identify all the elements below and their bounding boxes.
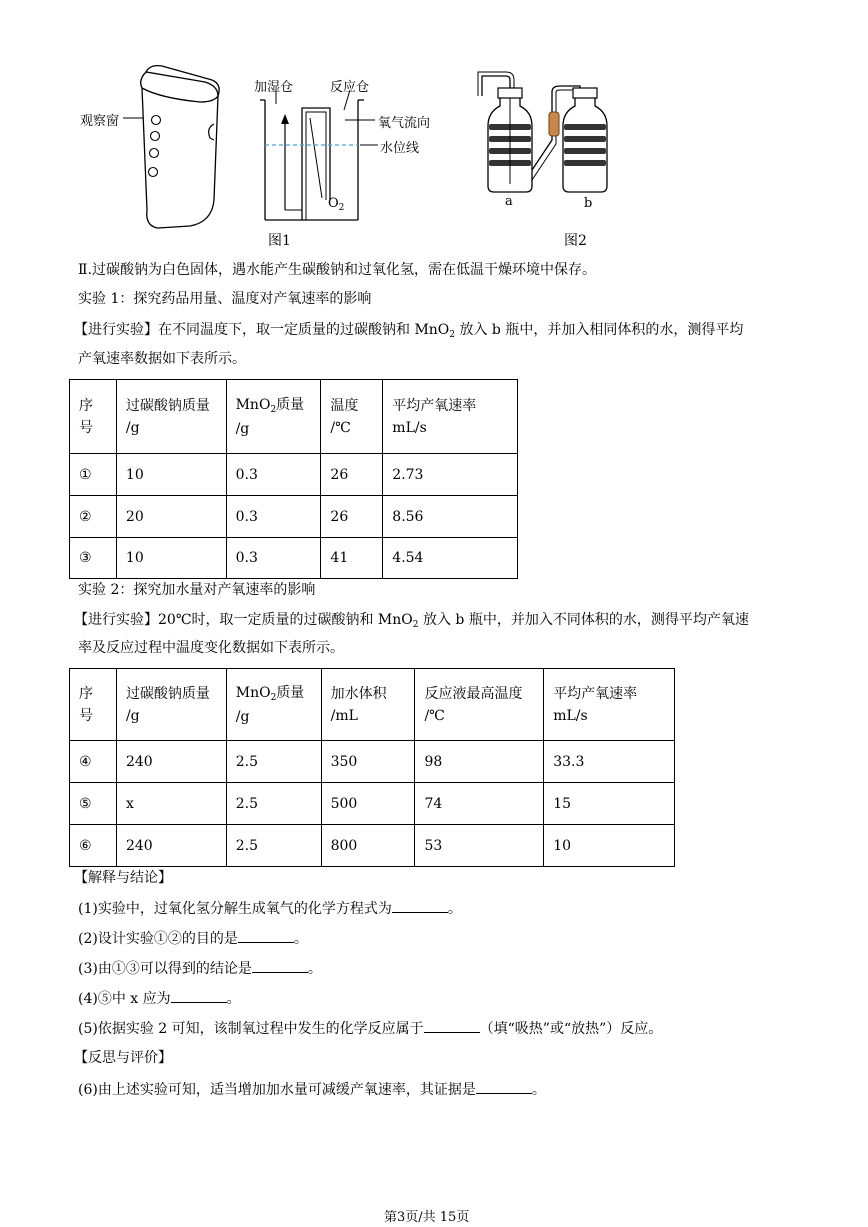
exp2-procedure-cont: 率及反应过程中温度变化数据如下表所示。 bbox=[78, 640, 344, 656]
label-oxygen-flow: 氧气流向 bbox=[378, 116, 431, 131]
header-cell: 反应液最高温度 /℃ bbox=[415, 669, 544, 741]
header-cell: 序 号 bbox=[70, 669, 117, 741]
table-row bbox=[70, 538, 518, 579]
answer-blank[interactable] bbox=[252, 958, 308, 973]
table-cell: x bbox=[116, 783, 226, 825]
question-3: (3)由①③可以得到的结论是 。 bbox=[78, 958, 322, 979]
table-cell: 2.73 bbox=[383, 454, 518, 496]
question-1: (1)实验中，过氧化氢分解生成氧气的化学方程式为 。 bbox=[78, 898, 462, 919]
label-bottle-b: b bbox=[584, 196, 593, 211]
label-reaction-chamber: 反应仓 bbox=[330, 80, 370, 95]
label-water-line: 水位线 bbox=[380, 141, 420, 156]
table-cell: 10 bbox=[544, 825, 675, 867]
question-6: (6)由上述实验可知，适当增加加水量可减缓产氧速率，其证据是 。 bbox=[78, 1079, 546, 1100]
table-cell: 500 bbox=[321, 783, 415, 825]
fig1-caption: 图1 bbox=[268, 233, 291, 249]
table-cell: 10 bbox=[116, 454, 226, 496]
table-row bbox=[70, 741, 675, 783]
answer-blank[interactable] bbox=[424, 1018, 480, 1033]
table-cell: 15 bbox=[544, 783, 675, 825]
table-cell: 8.56 bbox=[383, 496, 518, 538]
table-cell: 41 bbox=[321, 538, 383, 579]
table-cell: 53 bbox=[415, 825, 544, 867]
header-cell: MnO$_2$质量 /g bbox=[226, 669, 321, 741]
page-footer: 第3页/共 15页 bbox=[384, 1210, 470, 1225]
table-cell: 4.54 bbox=[383, 538, 518, 579]
table-row bbox=[70, 825, 675, 867]
table-cell: 2.5 bbox=[226, 825, 321, 867]
question-5: (5)依据实验 2 可知，该制氧过程中发生的化学反应属于 （填“吸热”或“放热”）反应。 bbox=[78, 1018, 662, 1039]
table-cell: 800 bbox=[321, 825, 415, 867]
header-cell: 加水体积 /mL bbox=[321, 669, 415, 741]
exp2-title: 实验 2：探究加水量对产氧速率的影响 bbox=[78, 582, 316, 598]
table-cell: 26 bbox=[321, 496, 383, 538]
answer-blank[interactable] bbox=[476, 1079, 532, 1094]
exp2-procedure: 【进行实验】20℃时，取一定质量的过碳酸钠和 MnO$_2$ 放入 b 瓶中，并加入不同体积的水，测得平均产氧速 bbox=[74, 612, 749, 630]
table-cell: 240 bbox=[116, 741, 226, 783]
conclusion-heading: 【解释与结论】 bbox=[74, 870, 172, 886]
label-bottle-a: a bbox=[505, 194, 513, 209]
label-humidify-chamber: 加湿仓 bbox=[254, 80, 294, 95]
fig2-caption: 图2 bbox=[564, 233, 587, 249]
table-cell: 10 bbox=[116, 538, 226, 579]
answer-blank[interactable] bbox=[171, 988, 227, 1003]
answer-blank[interactable] bbox=[392, 898, 448, 913]
table-cell: ① bbox=[70, 454, 117, 496]
table-row bbox=[70, 496, 518, 538]
table-cell: 98 bbox=[415, 741, 544, 783]
table-cell: 240 bbox=[116, 825, 226, 867]
exp1-procedure: 【进行实验】在不同温度下，取一定质量的过碳酸钠和 MnO$_2$ 放入 b 瓶中，并加入相同体积的水，测得平均 bbox=[74, 322, 744, 340]
header-cell: 平均产氧速率 mL/s bbox=[383, 380, 518, 454]
table-cell: 20 bbox=[116, 496, 226, 538]
table-cell: 0.3 bbox=[226, 454, 321, 496]
table-cell: 74 bbox=[415, 783, 544, 825]
table-header-row bbox=[70, 380, 518, 454]
device-drawing bbox=[0, 0, 868, 260]
question-2: (2)设计实验①②的目的是 。 bbox=[78, 928, 308, 949]
table-header-row bbox=[70, 669, 675, 741]
exp1-title: 实验 1：探究药品用量、温度对产氧速率的影响 bbox=[78, 291, 372, 307]
label-o2: $O_2$ bbox=[328, 196, 345, 213]
header-cell: 序 号 bbox=[70, 380, 117, 454]
table-cell: 2.5 bbox=[226, 741, 321, 783]
table-row bbox=[70, 454, 518, 496]
exp1-procedure-cont: 产氧速率数据如下表所示。 bbox=[78, 351, 246, 367]
table-experiment-1 bbox=[69, 379, 518, 579]
table-cell: ② bbox=[70, 496, 117, 538]
reflection-heading: 【反思与评价】 bbox=[74, 1050, 172, 1066]
table-cell: 26 bbox=[321, 454, 383, 496]
table-cell: 0.3 bbox=[226, 496, 321, 538]
table-cell: 350 bbox=[321, 741, 415, 783]
table-experiment-2 bbox=[69, 668, 675, 867]
table-cell: ③ bbox=[70, 538, 117, 579]
header-cell: 平均产氧速率 mL/s bbox=[544, 669, 675, 741]
header-cell: 过碳酸钠质量 /g bbox=[116, 380, 226, 454]
table-cell: ④ bbox=[70, 741, 117, 783]
header-cell: 过碳酸钠质量 /g bbox=[116, 669, 226, 741]
table-cell: ⑤ bbox=[70, 783, 117, 825]
label-observe-window: 观察窗 bbox=[80, 114, 120, 129]
table-row bbox=[70, 783, 675, 825]
section-ii-intro: Ⅱ.过碳酸钠为白色固体，遇水能产生碳酸钠和过氧化氢，需在低温干燥环境中保存。 bbox=[78, 262, 596, 278]
table-cell: 2.5 bbox=[226, 783, 321, 825]
table-cell: ⑥ bbox=[70, 825, 117, 867]
table-cell: 33.3 bbox=[544, 741, 675, 783]
answer-blank[interactable] bbox=[238, 928, 294, 943]
table-cell: 0.3 bbox=[226, 538, 321, 579]
header-cell: 温度 /℃ bbox=[321, 380, 383, 454]
question-4: (4)⑤中 x 应为 。 bbox=[78, 988, 241, 1009]
header-cell: MnO$_2$质量 /g bbox=[226, 380, 321, 454]
